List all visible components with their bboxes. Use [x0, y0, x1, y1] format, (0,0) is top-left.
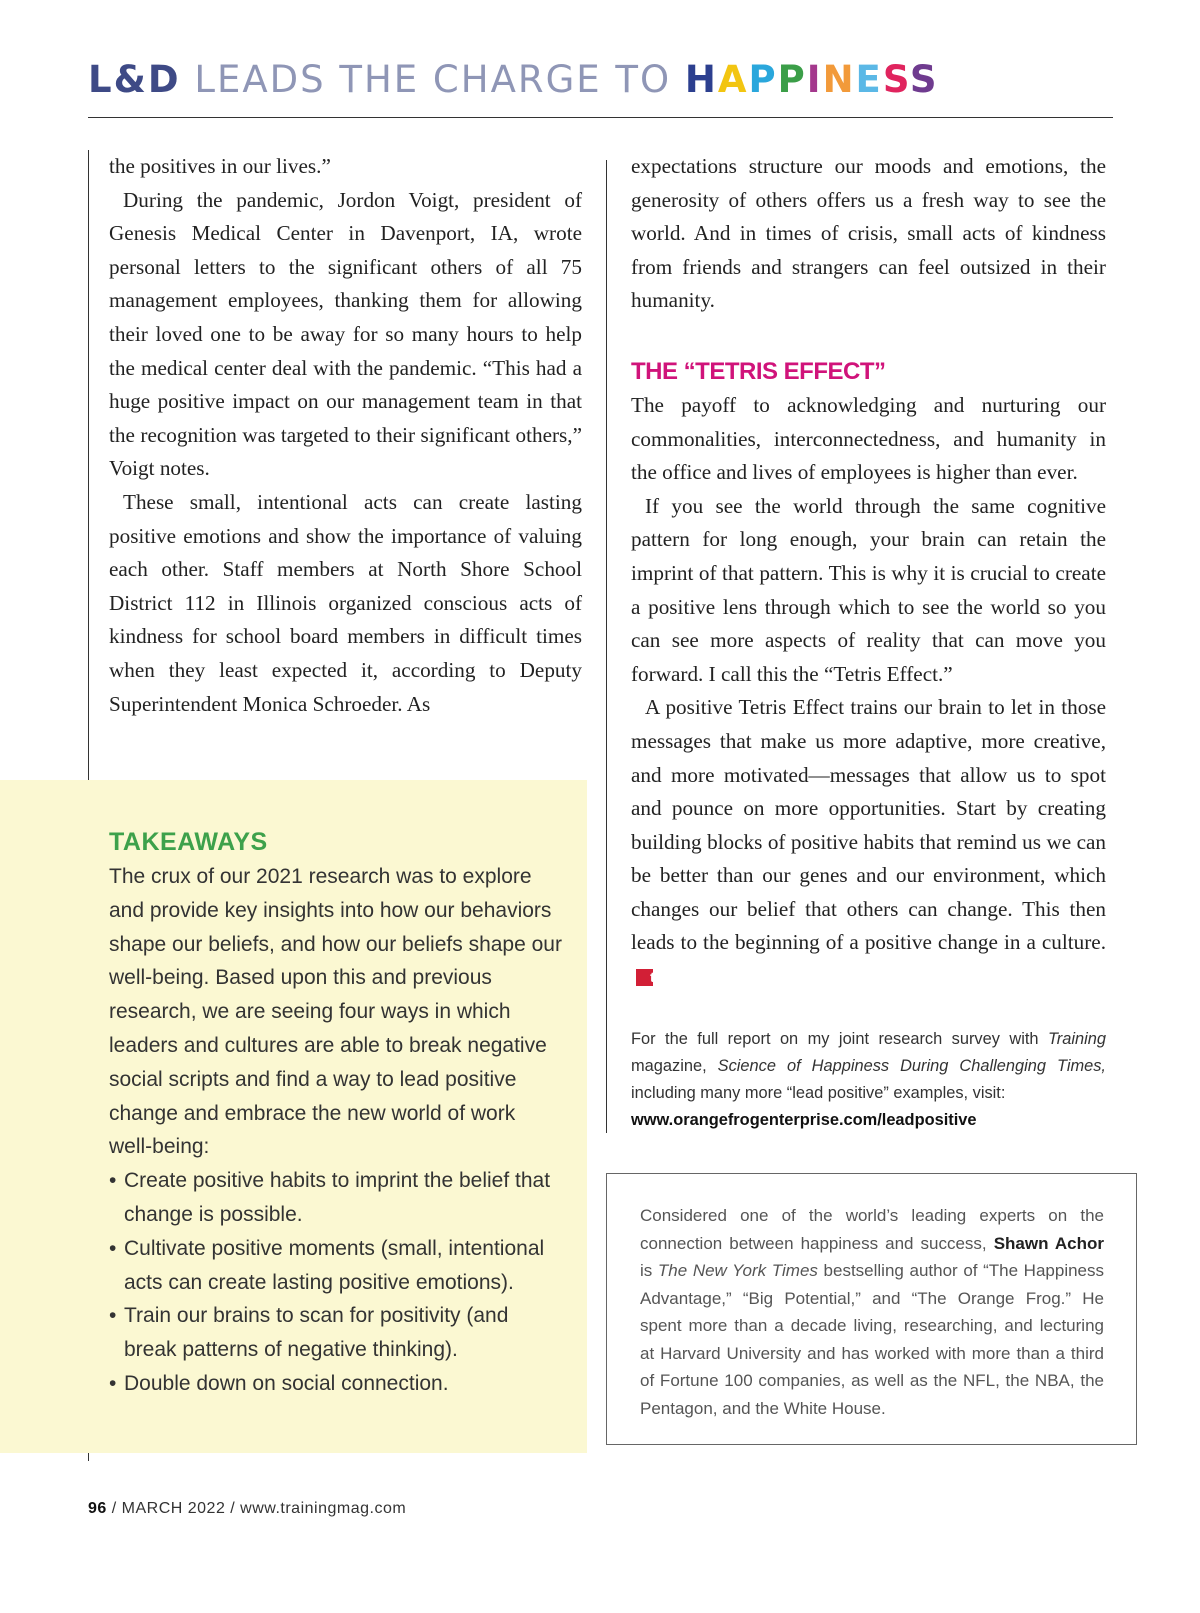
right-article-column: [631, 150, 1106, 1134]
header-title-bold: L&D: [88, 58, 181, 101]
happiness-letter: S: [909, 58, 939, 101]
page-header: [88, 58, 938, 101]
page-footer: [88, 1500, 406, 1518]
happiness-letter: P: [777, 58, 807, 101]
bio-text: bestselling author of “The Happiness Advantage,” “Big Potential,” and “The Orange Frog.” He spent more than a decade living, researching, and lecturing at Harvard University and has worked with more than a third of Fortune 100 companies, as well as the NFL, the NBA, the Pentagon, and the White House.: [640, 1261, 1105, 1418]
end-mark-icon: t: [636, 969, 653, 986]
article-paragraph-final: [631, 691, 1106, 993]
left-column-rule: [88, 150, 89, 780]
happiness-letter: H: [684, 58, 718, 101]
author-name: Shawn Achor: [993, 1233, 1104, 1253]
takeaways-bullet: • Create positive habits to imprint the belief that change is possible.: [109, 1164, 564, 1232]
left-article-column: [109, 150, 582, 721]
article-paragraph: During the pandemic, Jordon Voigt, president of Genesis Medical Center in Davenport, IA, wrote personal letters to the significant others of all 75 management employees, thanking them for allowing their loved one to be away for so many hours to help the medical center deal with the pandemic. “This had a huge positive impact on our management team in that the recognition was targeted to their significant others,” Voigt notes.: [109, 187, 582, 481]
takeaways-box: [0, 780, 587, 1453]
header-happiness-word: [685, 58, 939, 101]
article-paragraph: These small, intentional acts can create lasting positive emotions and show the importance of valuing each other. Staff members at North Shore School District 112 in Illinois organized conscious acts of kindness for school board members in difficult times when they least expected it, according to Deputy Superintendent Monica Schroeder. As: [109, 489, 582, 716]
article-paragraph-text: A positive Tetris Effect trains our brain to let in those messages that make us more adaptive, more creative, and more motivated—messages that allow us to spot and pounce on more opportunities. Start by creating building blocks of positive habits that remind us we can be better than our genes and our environment, which changes our belief that others can change. This then leads to the beginning of a positive change in a culture.: [631, 695, 1106, 955]
note-italic: Science of Happiness During Challenging Times,: [717, 1056, 1106, 1075]
header-title-light: LEADS THE CHARGE TO: [194, 58, 672, 101]
happiness-letter: E: [855, 58, 883, 101]
article-paragraph: expectations structure our moods and emotions, the generosity of others offers us a fresh way to see the world. And in times of crisis, small acts of kindness from friends and strangers can feel outsized in their humanity.: [631, 154, 1106, 313]
bio-italic: The New York Times: [657, 1261, 818, 1280]
happiness-letter: S: [882, 58, 910, 101]
takeaways-body: The crux of our 2021 research was to explore and provide key insights into how our behaviors shape our beliefs, and how our beliefs shape our well-being. Based upon this and previous research, we are seeing four ways in which leaders and cultures are able to break negative social scripts and find a way to lead positive change and embrace the new world of work well-being:: [109, 865, 562, 1159]
note-text: including many more “lead positive” examples, visit:: [631, 1083, 1006, 1102]
note-text: For the full report on my joint research survey with: [631, 1029, 1048, 1048]
happiness-letter: A: [717, 58, 749, 101]
takeaways-title: TAKEAWAYS: [109, 828, 268, 856]
note-text: magazine,: [631, 1056, 718, 1075]
bio-text: Considered one of the world’s leading experts on the connection between happiness and success,: [640, 1206, 1104, 1253]
article-paragraph: If you see the world through the same cognitive pattern for long enough, your brain can retain the imprint of that pattern. This is why it is crucial to create a positive lens through which to see the world so you can see more aspects of reality that can move you forward. I call this the “Tetris Effect.”: [631, 493, 1106, 686]
bio-text: is: [640, 1261, 658, 1280]
section-subhead: THE “TETRIS EFFECT”: [631, 357, 886, 385]
author-bio-box: [606, 1173, 1137, 1445]
takeaways-bullet: • Double down on social connection.: [109, 1367, 564, 1401]
research-note: [631, 1026, 1106, 1134]
header-rule: [88, 117, 1113, 118]
takeaways-list: [109, 1164, 564, 1401]
left-column-rule-tail: [88, 1453, 89, 1461]
article-paragraph: the positives in our lives.”: [109, 154, 331, 178]
takeaways-bullet: • Train our brains to scan for positivity (and break patterns of negative thinking).: [109, 1299, 564, 1367]
happiness-letter: P: [748, 58, 778, 101]
note-italic: Training: [1048, 1029, 1106, 1048]
takeaways-bullet: • Cultivate positive moments (small, intentional acts can create lasting positive emotions).: [109, 1232, 564, 1300]
article-paragraph: The payoff to acknowledging and nurturing our commonalities, interconnectedness, and humanity in the office and lives of employees is higher than ever.: [631, 392, 1106, 485]
author-bio: [640, 1202, 1104, 1422]
takeaways-content: [109, 824, 564, 1401]
page-number: 96: [88, 1500, 107, 1517]
footer-text: / MARCH 2022 / www.trainingmag.com: [106, 1500, 407, 1517]
happiness-letter: N: [822, 58, 856, 101]
note-url-link[interactable]: www.orangefrogenterprise.com/leadpositive: [631, 1110, 977, 1129]
column-divider-rule: [606, 160, 607, 1133]
happiness-letter: I: [806, 58, 823, 101]
